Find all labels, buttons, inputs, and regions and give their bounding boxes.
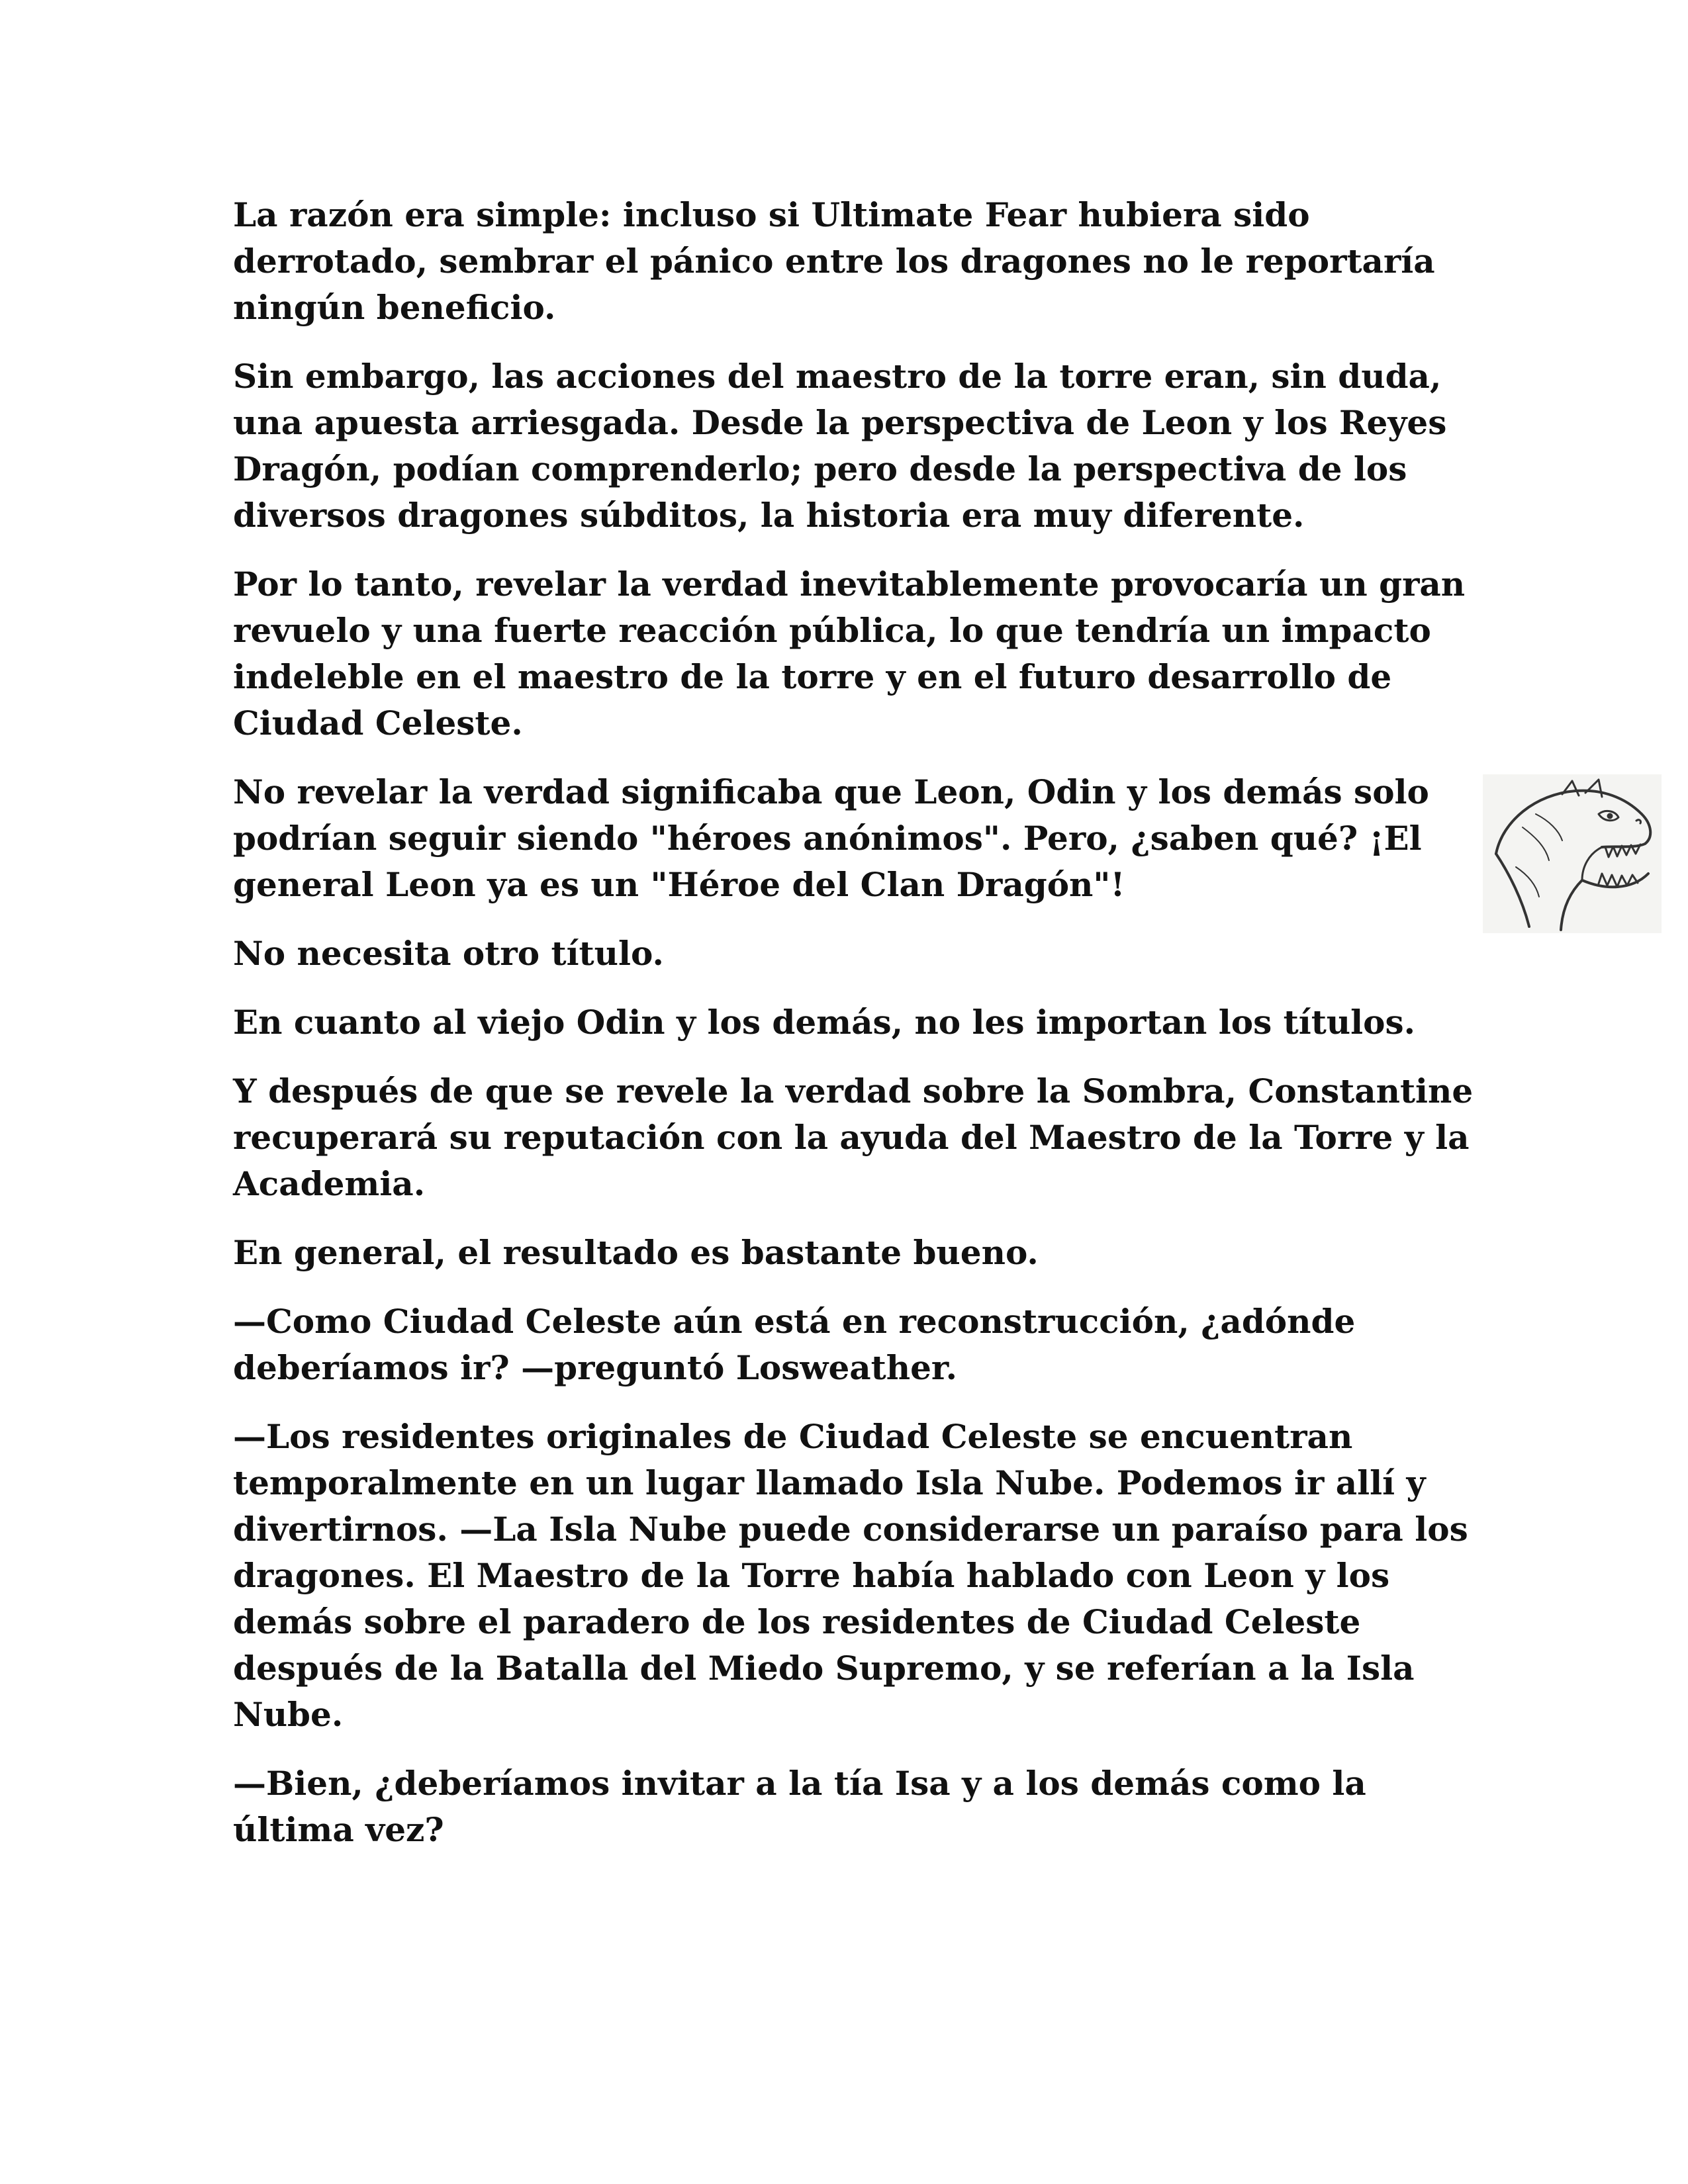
paragraph-8: En general, el resultado es bastante bueno. (233, 1233, 1039, 1272)
paragraph-9: —Como Ciudad Celeste aún está en reconstrucción, ¿adónde deberíamos ir? —preguntó Losweather. (233, 1302, 1356, 1387)
paragraph-11: —Bien, ¿deberíamos invitar a la tía Isa y a los demás como la última vez? (233, 1764, 1366, 1849)
paragraph-3: Por lo tanto, revelar la verdad inevitablemente provocaría un gran revuelo y una fuerte reacción pública, lo que tendría un impacto indeleble en el maestro de la torre y en el futuro desarrollo de Ciudad Celeste. (233, 565, 1466, 743)
paragraph-6: En cuanto al viejo Odin y los demás, no les importan los títulos. (233, 1003, 1416, 1042)
dragon-head-sketch-icon (1483, 774, 1662, 933)
paragraph-5: No necesita otro título. (233, 934, 664, 973)
paragraph-7: Y después de que se revele la verdad sobre la Sombra, Constantine recuperará su reputación con la ayuda del Maestro de la Torre y la Academia. (233, 1071, 1474, 1203)
paragraph-2: Sin embargo, las acciones del maestro de la torre eran, sin duda, una apuesta arriesgada. Desde la perspectiva de Leon y los Reyes Dragón, podían comprenderlo; pero desde la perspectiva de los diversos dragones súbditos, la historia era muy diferente. (233, 357, 1447, 535)
paragraph-4: No revelar la verdad significaba que Leon, Odin y los demás solo podrían seguir siendo "héroes anónimos". Pero, ¿saben qué? ¡El general Leon ya es un "Héroe del Clan Dragón"! (233, 772, 1429, 904)
paragraph-10: —Los residentes originales de Ciudad Celeste se encuentran temporalmente en un lugar llamado Isla Nube. Podemos ir allí y divertirnos. —La Isla Nube puede considerarse un paraíso para los dragones. El Maestro de la Torre había hablado con Leon y los demás sobre el paradero de los residentes de Ciudad Celeste después de la Batalla del Miedo Supremo, y se referían a la Isla Nube. (233, 1417, 1468, 1734)
paragraph-1: La razón era simple: incluso si Ultimate Fear hubiera sido derrotado, sembrar el pánico entre los dragones no le reportaría ningún beneficio. (233, 195, 1435, 327)
document-body (233, 192, 1477, 1876)
